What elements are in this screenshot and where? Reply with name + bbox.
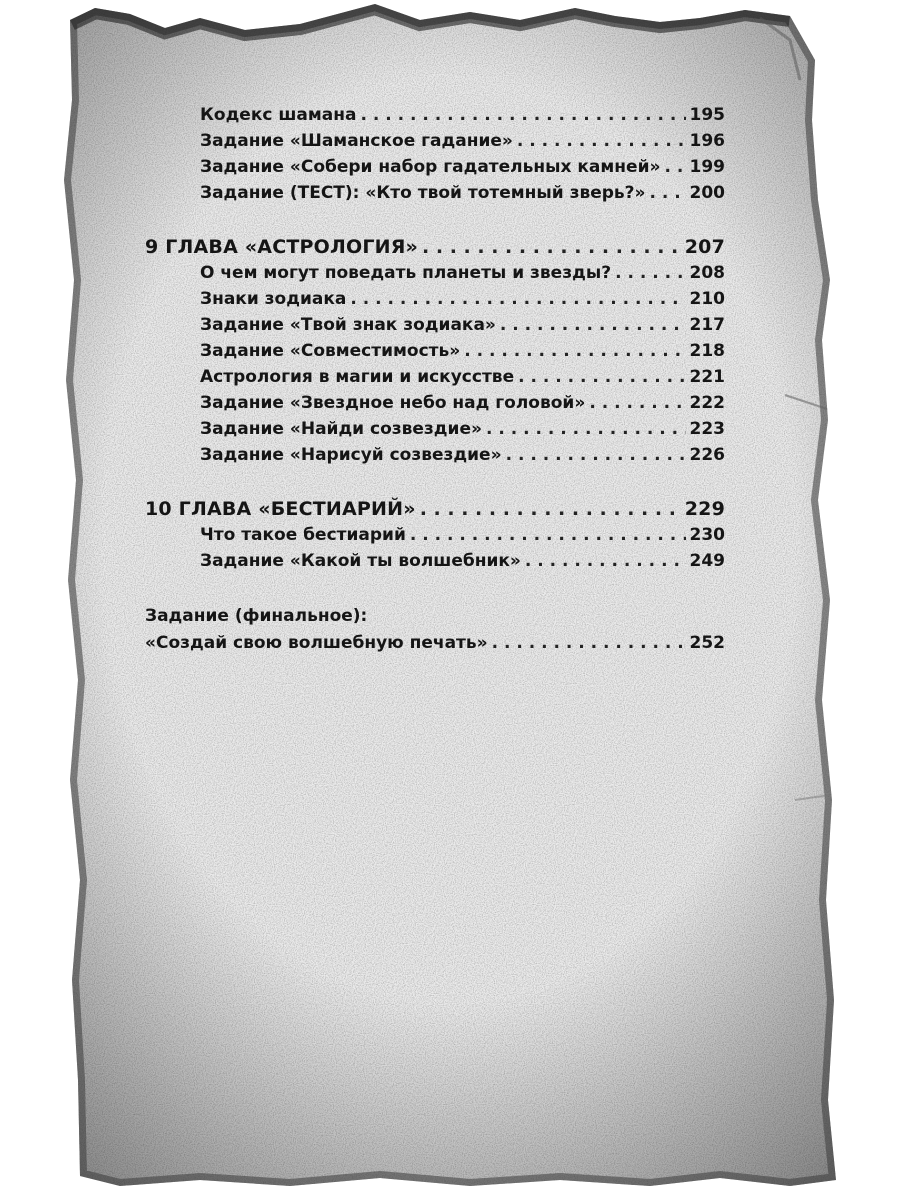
toc-entry[interactable] — [145, 416, 725, 442]
dot-leader — [410, 522, 686, 548]
dot-leader — [518, 364, 685, 390]
toc-entry[interactable] — [145, 522, 725, 548]
toc-entry-page: 195 — [689, 105, 725, 125]
toc-chapter-heading[interactable] — [145, 496, 725, 522]
toc-entry-page: 230 — [689, 525, 725, 545]
toc-entry-page: 208 — [689, 263, 725, 283]
toc-entry[interactable] — [145, 102, 725, 128]
toc-entry-page: 196 — [689, 131, 725, 151]
toc-entry-page: 217 — [689, 315, 725, 335]
toc-entry-title: Задание «Твой знак зодиака» — [200, 315, 496, 335]
toc-entry-title: О чем могут поведать планеты и звезды? — [200, 263, 612, 283]
dot-leader — [506, 442, 686, 468]
toc-chapter-heading[interactable] — [145, 234, 725, 260]
toc-entry-page: 226 — [689, 445, 725, 465]
toc-group-final — [145, 602, 725, 656]
table-of-contents — [145, 102, 725, 684]
toc-entry-page: 218 — [689, 341, 725, 361]
toc-entry-title: Знаки зодиака — [200, 289, 347, 309]
toc-entry-page: 221 — [689, 367, 725, 387]
dot-leader — [486, 416, 686, 442]
toc-entry-page: 210 — [689, 289, 725, 309]
dot-leader — [464, 338, 685, 364]
toc-entry[interactable] — [145, 548, 725, 574]
dot-leader — [525, 548, 686, 574]
toc-entry-title: Задание «Какой ты волшебник» — [200, 551, 521, 571]
toc-entry-title: Что такое бестиарий — [200, 525, 406, 545]
dot-leader — [615, 260, 685, 286]
toc-entry-title: Задание «Совместимость» — [200, 341, 461, 361]
toc-entry-page: 200 — [689, 183, 725, 203]
dot-leader — [360, 102, 685, 128]
toc-entry-title: «Создай свою волшебную печать» — [145, 633, 488, 653]
toc-entry[interactable] — [145, 364, 725, 390]
toc-entry-title: Кодекс шамана — [200, 105, 357, 125]
toc-group-shaman — [145, 102, 725, 206]
toc-group-astrology — [145, 234, 725, 468]
toc-entry-title: Задание «Собери набор гадательных камней» — [200, 157, 661, 177]
toc-entry[interactable] — [145, 154, 725, 180]
dot-leader — [350, 286, 685, 312]
dot-leader — [589, 390, 685, 416]
toc-entry[interactable] — [145, 260, 725, 286]
dot-leader — [500, 312, 686, 338]
chapter-page: 207 — [684, 236, 725, 258]
toc-entry-title: Задание «Звездное небо над головой» — [200, 393, 586, 413]
toc-entry-page: 223 — [689, 419, 725, 439]
toc-entry[interactable] — [145, 286, 725, 312]
chapter-title: 9 ГЛАВА «АСТРОЛОГИЯ» — [145, 236, 419, 258]
toc-entry-title: Задание «Найди созвездие» — [200, 419, 482, 439]
dot-leader — [420, 496, 681, 522]
toc-entry[interactable] — [145, 442, 725, 468]
toc-entry-page: 252 — [689, 633, 725, 653]
toc-entry-title: Астрология в магии и искусстве — [200, 367, 515, 387]
toc-entry-title: Задание «Нарисуй созвездие» — [200, 445, 502, 465]
toc-entry[interactable] — [145, 390, 725, 416]
toc-entry[interactable] — [145, 312, 725, 338]
dot-leader — [650, 180, 686, 206]
toc-entry[interactable] — [145, 338, 725, 364]
toc-entry[interactable] — [145, 180, 725, 206]
dot-leader — [492, 630, 686, 656]
dot-leader — [517, 128, 686, 154]
dot-leader — [422, 234, 681, 260]
chapter-title: 10 ГЛАВА «БЕСТИАРИЙ» — [145, 498, 416, 520]
toc-entry-final[interactable] — [145, 630, 725, 656]
toc-entry-page: 222 — [689, 393, 725, 413]
final-task-heading: Задание (финальное): — [145, 606, 368, 626]
chapter-page: 229 — [684, 498, 725, 520]
toc-group-bestiary — [145, 496, 725, 574]
toc-entry[interactable] — [145, 128, 725, 154]
toc-entry-title: Задание (ТЕСТ): «Кто твой тотемный зверь?» — [200, 183, 646, 203]
toc-entry-page: 199 — [689, 157, 725, 177]
dot-leader — [664, 154, 685, 180]
toc-entry-title: Задание «Шаманское гадание» — [200, 131, 513, 151]
toc-entry-page: 249 — [689, 551, 725, 571]
